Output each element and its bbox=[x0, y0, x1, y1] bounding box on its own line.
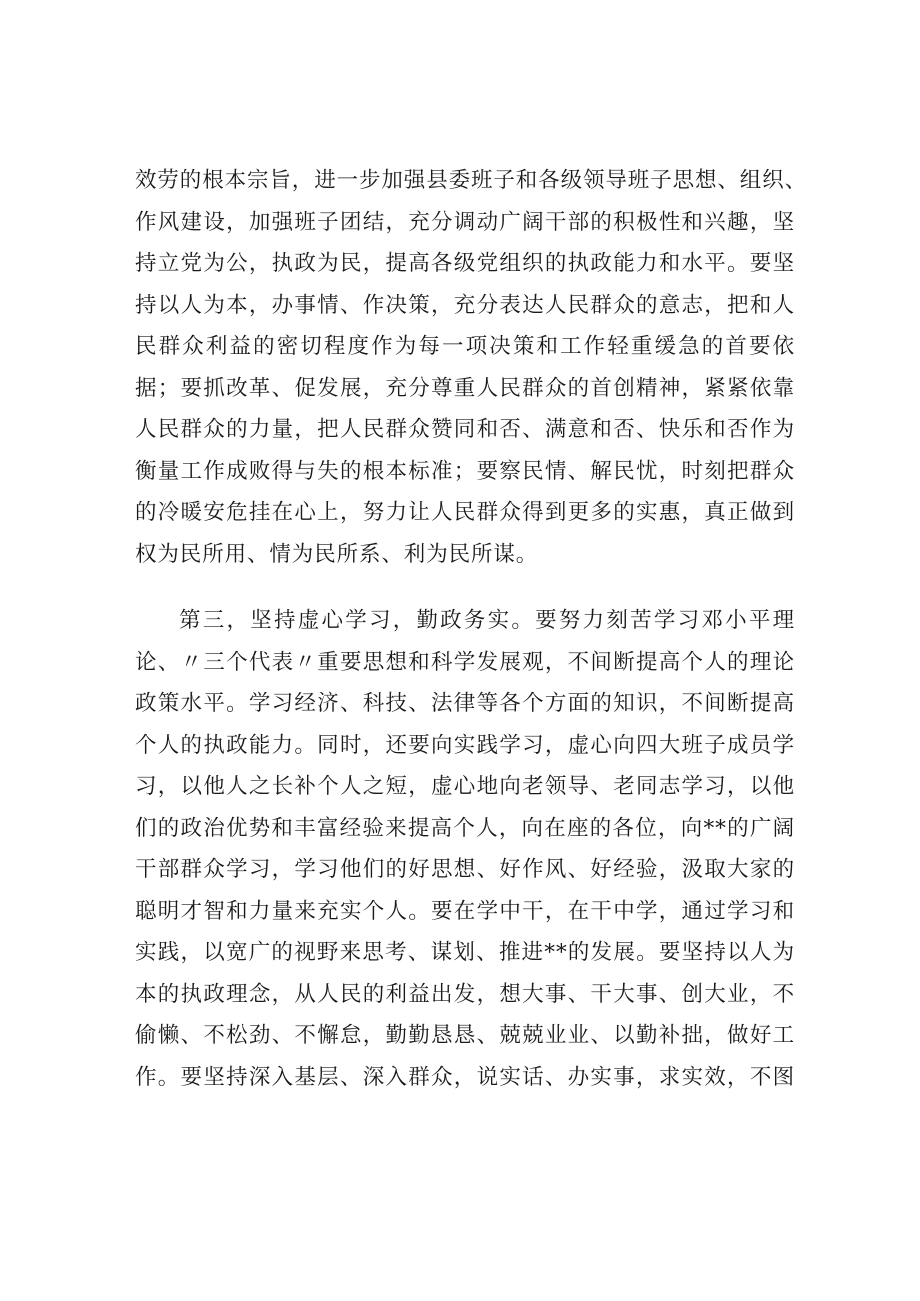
paragraph-line: 本的执政理念，从人民的利益出发，想大事、干大事、创大业，不 bbox=[135, 981, 795, 1007]
paragraph-line: 的冷暖安危挂在心上，努力让人民群众得到更多的实惠，真正做到 bbox=[135, 500, 795, 525]
paragraph-line: 第三，坚持虚心学习，勤政务实。要努力刻苦学习邓小平理 bbox=[179, 608, 795, 633]
paragraph-line: 实践，以宽广的视野来思考、谋划、推进**的发展。要坚持以人为 bbox=[135, 940, 795, 965]
paragraph-line: 作。要坚持深入基层、深入群众，说实话、办实事，求实效，不图 bbox=[135, 1064, 795, 1090]
paragraph-1 bbox=[135, 160, 808, 575]
paragraph-line: 作风建设，加强班子团结，充分调动广阔干部的积极性和兴趣，坚 bbox=[135, 209, 795, 235]
paragraph-line: 习，以他人之长补个人之短，虚心地向老领导、老同志学习，以他 bbox=[135, 774, 795, 799]
paragraph-line: 干部群众学习，学习他们的好思想、好作风、好经验，汲取大家的 bbox=[135, 857, 795, 882]
paragraph-line: 个人的执政能力。同时，还要向实践学习，虚心向四大班子成员学 bbox=[135, 732, 795, 758]
paragraph-line: 论、〃三个代表〃重要思想和科学发展观，不间断提高个人的理论 bbox=[135, 649, 795, 675]
paragraph-line: 持以人为本，办事情、作决策，充分表达人民群众的意志，把和人 bbox=[135, 292, 795, 318]
paragraph-line: 据；要抓改革、促发展，充分尊重人民群众的首创精神，紧紧依靠 bbox=[135, 375, 795, 401]
paragraph-line: 偷懒、不松劲、不懈怠，勤勤恳恳、兢兢业业、以勤补拙，做好工 bbox=[135, 1023, 795, 1048]
paragraph-2 bbox=[135, 600, 795, 1098]
paragraph-line: 民群众利益的密切程度作为每一项决策和工作轻重缓急的首要依 bbox=[135, 334, 795, 359]
paragraph-line: 衡量工作成败得与失的根本标准；要察民情、解民忧，时刻把群众 bbox=[135, 458, 795, 484]
paragraph-line: 政策水平。学习经济、科技、法律等各个方面的知识，不间断提高 bbox=[135, 691, 795, 716]
paragraph-line: 权为民所用、情为民所系、利为民所谋。 bbox=[135, 541, 539, 567]
paragraph-line: 效劳的根本宗旨，进一步加强县委班子和各级领导班子思想、组织、 bbox=[135, 168, 808, 193]
paragraph-line: 人民群众的力量，把人民群众赞同和否、满意和否、快乐和否作为 bbox=[135, 417, 795, 442]
paragraph-line: 们的政治优势和丰富经验来提高个人，向在座的各位，向**的广阔 bbox=[135, 815, 795, 841]
paragraph-line: 聪明才智和力量来充实个人。要在学中干，在干中学，通过学习和 bbox=[135, 898, 795, 924]
paragraph-line: 持立党为公，执政为民，提高各级党组织的执政能力和水平。要坚 bbox=[135, 251, 795, 276]
